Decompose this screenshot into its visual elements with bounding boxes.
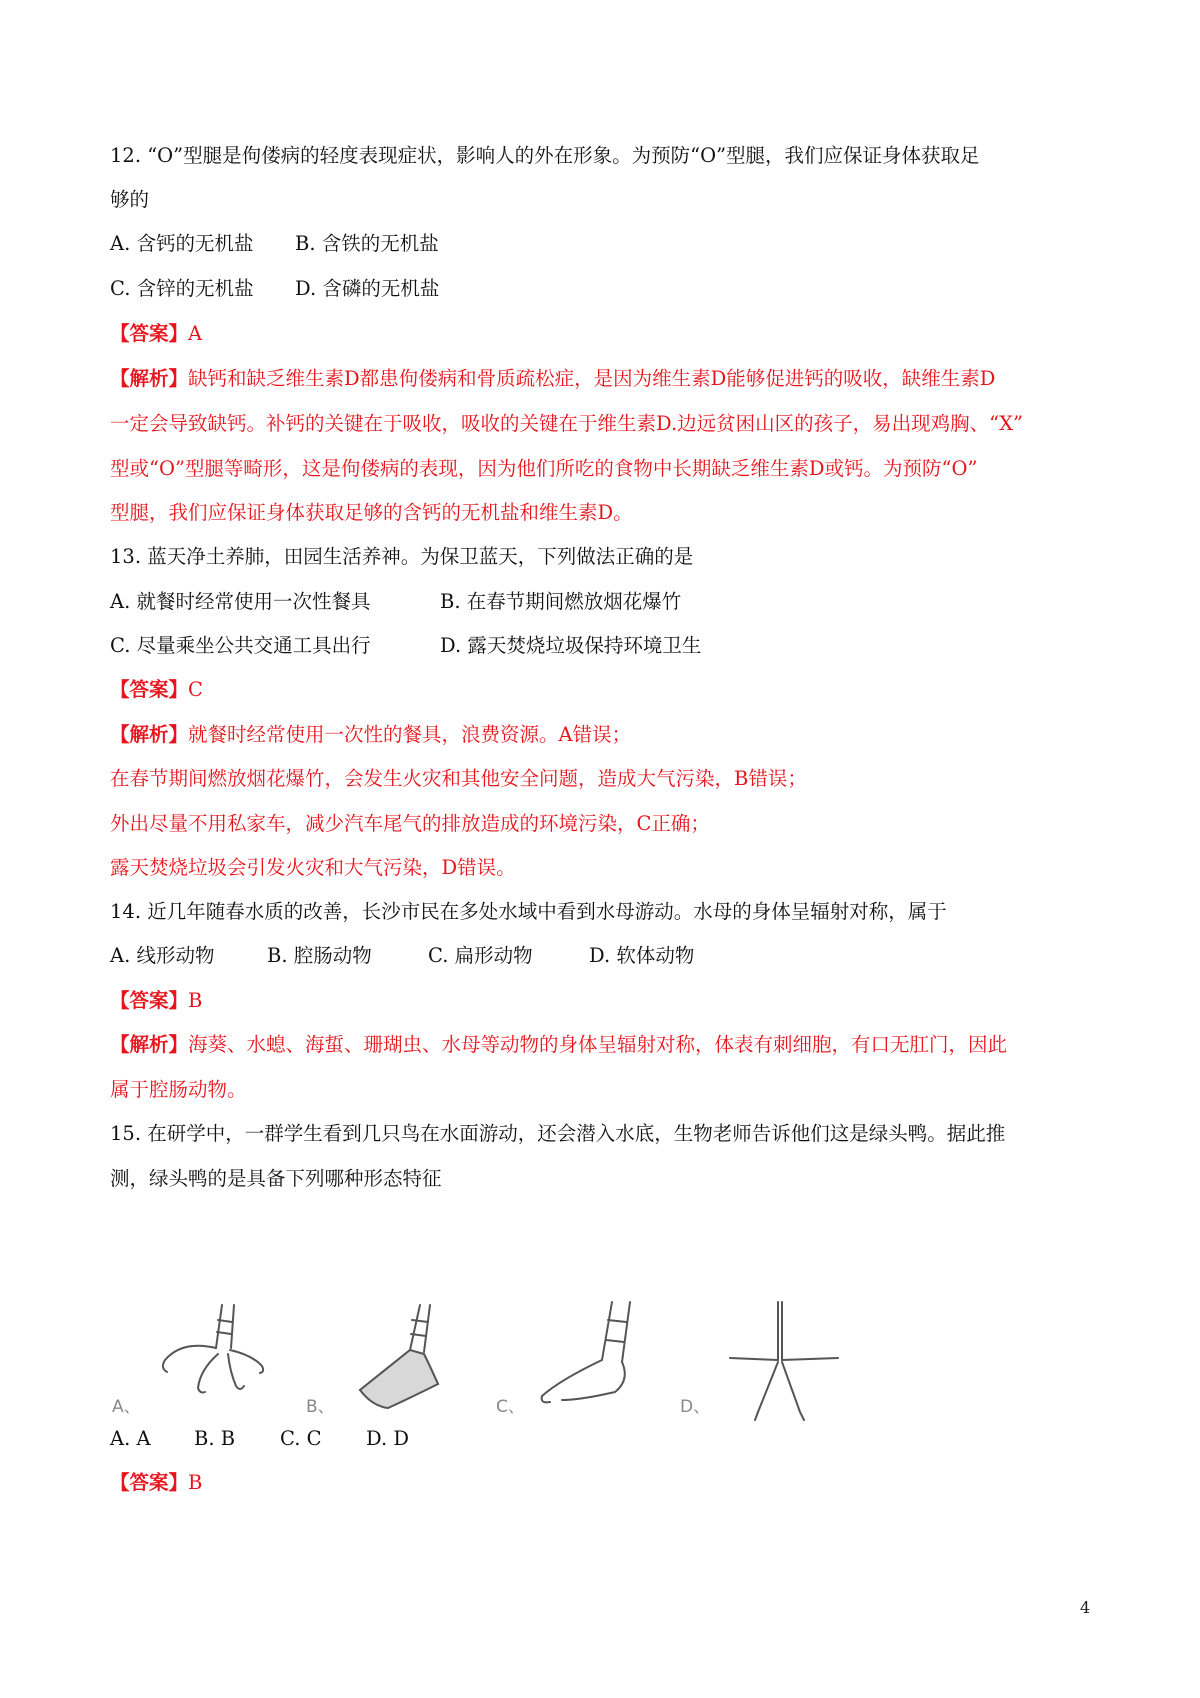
bird-feet-figure [110,1300,910,1435]
q13-analysis-line2: 在春节期间燃放烟花爆竹，会发生火灾和其他安全问题，造成大气污染，B错误； [110,767,807,790]
q14-answer-value: B [188,989,203,1012]
foot-a-claws-icon [163,1305,263,1393]
analysis-label: 【解析】 [110,723,189,746]
q12-stem-line1: 12. “O”型腿是佝偻病的轻度表现症状，影响人的外在形象。为预防“O”型腿，我们应保证身体获取足 [110,144,980,167]
q13-options-row2 [110,632,1100,660]
q13-analysis-line1 [110,721,1100,749]
q13-stem: 13. 蓝天净土养肺，田园生活养神。为保卫蓝天，下列做法正确的是 [110,545,694,568]
q15-option-c: C. C [280,1427,322,1450]
fig-label-a: A、 [112,1397,141,1417]
q14-options-row [110,942,1100,970]
answer-label: 【答案】 [110,678,189,701]
q12-analysis-line1 [110,365,1100,393]
page-number: 4 [1080,1598,1091,1617]
analysis-label: 【解析】 [110,367,189,390]
q13-options-row1 [110,588,1100,616]
q14-option-c: C. 扁形动物 [428,944,533,967]
q12-option-b: B. 含铁的无机盐 [295,232,439,255]
q14-analysis-text1: 海葵、水螅、海蜇、珊瑚虫、水母等动物的身体呈辐射对称，体表有刺细胞，有口无肛门，因此 [188,1033,1008,1056]
q12-analysis-line2: 一定会导致缺钙。补钙的关键在于吸收，吸收的关键在于维生素D.边远贫困山区的孩子，易出现鸡胸、“X” [110,412,1023,435]
q14-stem: 14. 近几年随春水质的改善，长沙市民在多处水域中看到水母游动。水母的身体呈辐射对称，属于 [110,900,947,923]
q13-option-a: A. 就餐时经常使用一次性餐具 [110,590,371,613]
q15-stem-line1: 15. 在研学中，一群学生看到几只鸟在水面游动，还会潜入水底，生物老师告诉他们这是绿头鸭。据此推 [110,1122,1006,1145]
q12-options-row2 [110,275,1100,303]
q12-option-a: A. 含钙的无机盐 [110,232,254,255]
q13-analysis-text1: 就餐时经常使用一次性的餐具，浪费资源。A错误； [188,723,632,746]
q14-option-b: B. 腔肠动物 [267,944,372,967]
q12-option-d: D. 含磷的无机盐 [295,277,440,300]
q14-option-d: D. 软体动物 [589,944,695,967]
q15-option-a: A. A [110,1427,151,1450]
q15-answer [110,1469,1100,1497]
bird-feet-illustration [110,1300,910,1435]
fig-label-d: D、 [680,1397,711,1417]
fig-label-c: C、 [496,1397,525,1417]
q15-stem-line2: 测，绿头鸭的是具备下列哪种形态特征 [110,1167,442,1190]
answer-label: 【答案】 [110,322,189,345]
q15-answer-value: B [188,1471,203,1494]
q13-answer-value: C [188,678,203,701]
q13-analysis-line4: 露天焚烧垃圾会引发火灾和大气污染，D错误。 [110,856,516,879]
q14-analysis-line2: 属于腔肠动物。 [110,1078,247,1101]
q15-options-row [110,1425,1100,1453]
q13-answer [110,676,1100,704]
foot-b-webbed-icon [360,1305,438,1408]
q12-answer [110,320,1100,348]
q15-option-d: D. D [366,1427,409,1450]
foot-d-wader-icon [730,1302,838,1420]
q14-answer [110,987,1100,1015]
q13-analysis-line3: 外出尽量不用私家车，减少汽车尾气的排放造成的环境污染，C正确； [110,812,710,835]
q13-option-d: D. 露天焚烧垃圾保持环境卫生 [440,634,702,657]
q13-option-c: C. 尽量乘坐公共交通工具出行 [110,634,371,657]
q12-answer-value: A [188,322,203,345]
q12-options-row1 [110,230,1100,258]
q12-option-c: C. 含锌的无机盐 [110,277,254,300]
answer-label: 【答案】 [110,1471,189,1494]
answer-label: 【答案】 [110,989,189,1012]
q12-analysis-line3: 型或“O”型腿等畸形，这是佝偻病的表现，因为他们所吃的食物中长期缺乏维生素D或钙。为预防“O” [110,457,978,480]
q12-analysis-text1: 缺钙和缺乏维生素D都患佝偻病和骨质疏松症，是因为维生素D能够促进钙的吸收，缺维生素D [188,367,996,390]
analysis-label: 【解析】 [110,1033,189,1056]
q12-analysis-line4: 型腿，我们应保证身体获取足够的含钙的无机盐和维生素D。 [110,501,633,524]
q15-option-b: B. B [194,1427,236,1450]
q14-option-a: A. 线形动物 [110,944,215,967]
q14-analysis-line1 [110,1031,1100,1059]
q13-option-b: B. 在春节期间燃放烟花爆竹 [440,590,682,613]
fig-label-b: B、 [306,1397,335,1417]
q12-stem-line2: 够的 [110,188,150,211]
foot-c-fowl-icon [542,1302,630,1402]
